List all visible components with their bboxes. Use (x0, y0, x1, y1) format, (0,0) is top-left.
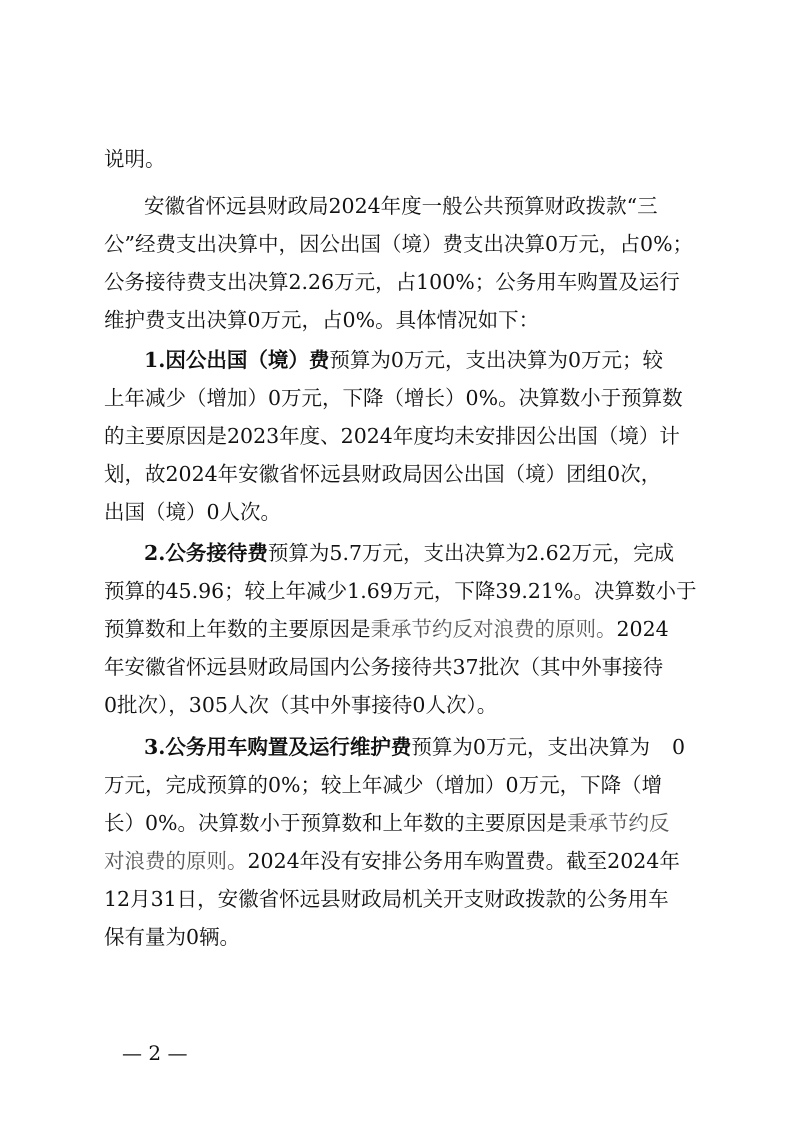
text-line: 预算的45.96；较上年减少1.69万元，下降39.21%。决算数小于 (104, 579, 697, 603)
text-span: 0 (671, 735, 685, 759)
page-number: — 2 — (122, 1041, 188, 1065)
text-line-mixed (104, 614, 669, 644)
text-line: 安徽省怀远县财政局2024年度一般公共预算财政拨款“三 (144, 194, 658, 218)
text-line: 维护费支出决算0万元，占0%。具体情况如下： (104, 308, 540, 332)
text-line: 年安徽省怀远县财政局国内公务接待共37批次（其中外事接待 (104, 655, 664, 679)
text-span: 对浪费的原则。 (104, 849, 248, 873)
text-line: 保有量为0辆。 (104, 925, 241, 949)
section-heading-1: 1.因公出国（境）费 (144, 348, 330, 372)
text-span: 秉承节约反对浪费的原则。 (370, 617, 617, 641)
text-span: 2024年没有安排公务用车购置费。截至2024年 (247, 849, 680, 873)
text-span: 长）0%。决算数小于预算数和上年数的主要原因是 (104, 811, 568, 835)
paragraph-3-first-line (144, 732, 685, 762)
text-span: 预算数和上年数的主要原因是 (104, 617, 371, 641)
text-span: 2024 (616, 617, 669, 641)
text-line: 万元，完成预算的0%；较上年减少（增加）0万元，下降（增 (104, 773, 663, 797)
paragraph-1-first-line (144, 345, 663, 375)
text-span: 预算为0万元，支出决算为0万元；较 (329, 348, 663, 372)
text-span: 预算为5.7万元，支出决算为2.62万元，完成 (267, 541, 675, 565)
text-line: 的主要原因是2023年度、2024年度均未安排因公出国（境）计 (104, 424, 680, 448)
text-span: 秉承节约反 (567, 811, 670, 835)
text-line-mixed (104, 846, 680, 876)
text-line: 上年减少（增加）0万元，下降（增长）0%。决算数小于预算数 (104, 386, 683, 410)
text-line: 说明。 (104, 147, 166, 171)
text-line: 0批次），305人次（其中外事接待0人次）。 (104, 693, 498, 717)
section-heading-3: 3.公务用车购置及运行维护费 (144, 735, 412, 759)
text-line-mixed (104, 808, 670, 838)
text-span: 预算为0万元，支出决算为 (411, 735, 650, 759)
section-heading-2: 2.公务接待费 (144, 541, 268, 565)
text-line: 公”经费支出决算中，因公出国（境）费支出决算0万元，占0%； (104, 232, 694, 256)
text-line: 12月31日，安徽省怀远县财政局机关开支财政拨款的公务用车 (104, 887, 669, 911)
text-line: 划，故2024年安徽省怀远县财政局因公出国（境）团组0次， (104, 462, 662, 486)
text-line: 公务接待费支出决算2.26万元，占100%；公务用车购置及运行 (104, 270, 680, 294)
text-line: 出国（境）0人次。 (104, 500, 282, 524)
paragraph-2-first-line (144, 538, 674, 568)
